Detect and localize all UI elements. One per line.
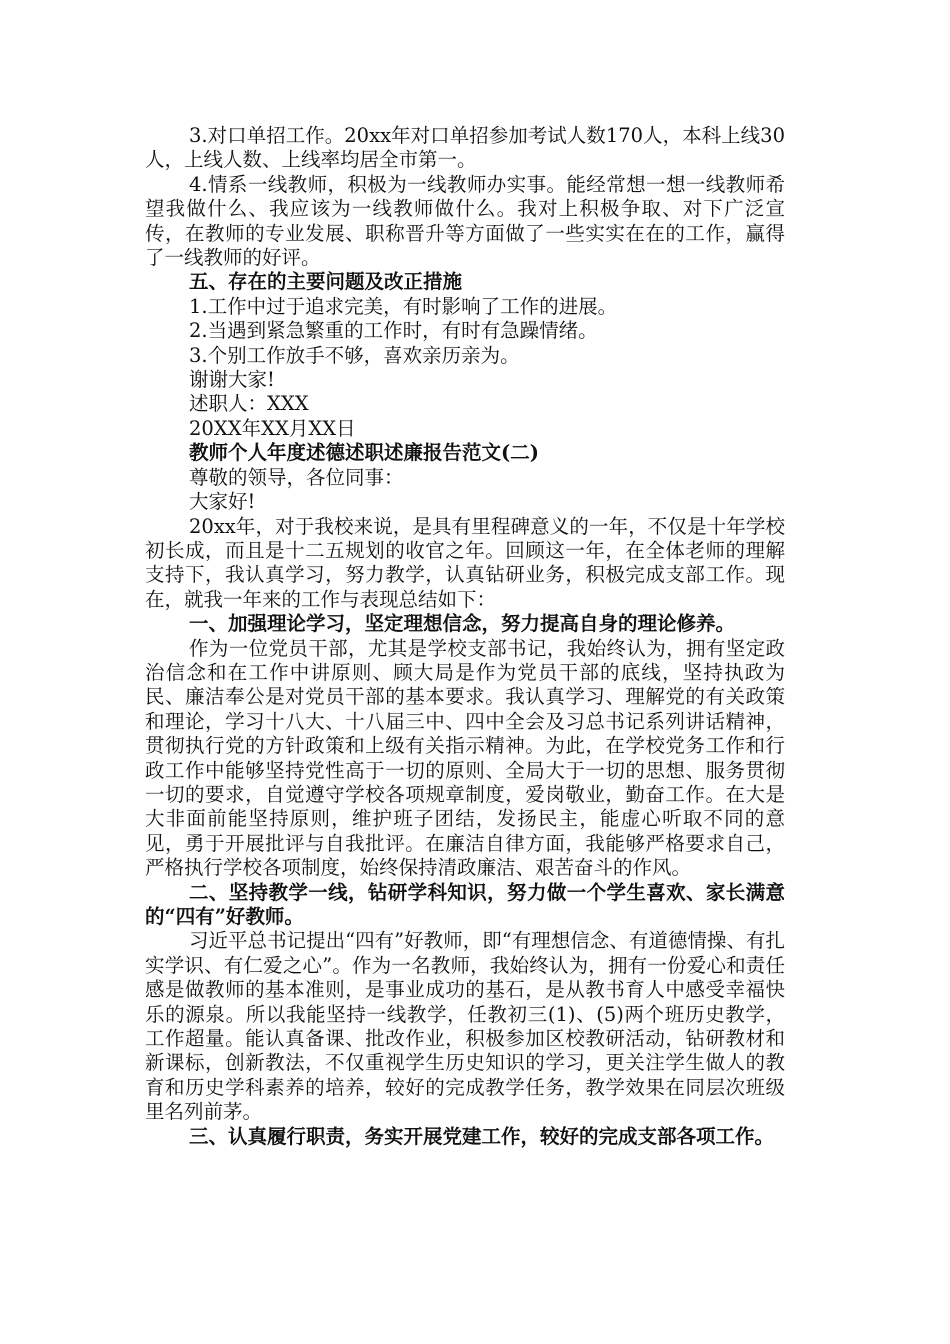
paragraph-reporter: 述职人：XXX bbox=[189, 392, 309, 416]
paragraph-problem-1: 1.工作中过于追求完美，有时影响了工作的进展。 bbox=[189, 294, 618, 318]
paragraph-single-recruit: 3.对口单招工作。20xx年对口单招参加考试人数170人，本科上线30人，上线人数、上线率均居全市第一。 bbox=[145, 124, 785, 172]
document-page bbox=[145, 124, 785, 1149]
paragraph-theory-study: 作为一位党员干部，尤其是学校支部书记，我始终认为，拥有坚定政治信念和在工作中讲原则、顾大局是作为党员干部的底线，坚持执政为民、廉洁奉公是对党员干部的基本要求。我认真学习、理解党的有关政策和理论，学习十八大、十八届三中、四中全会及习总书记系列讲话精神，贯彻执行党的方针政策和上级有关指示精神。为此，在学校党务工作和行政工作中能够坚持党性高于一切的原则、全局大于一切的思想、服务贯彻一切的要求，自觉遵守学校各项规章制度，爱岗敬业，勤奋工作。在大是大非面前能坚持原则，维护班子团结，发扬民主，能虚心听取不同的意见，勇于开展批评与自我批评。在廉洁自律方面，我能够严格要求自己，严格执行学校各项制度，始终保持清政廉洁、艰苦奋斗的作风。 bbox=[145, 636, 785, 880]
heading-theory-study: 一、加强理论学习，坚定理想信念，努力提高自身的理论修养。 bbox=[189, 612, 736, 636]
paragraph-problem-3: 3.个别工作放手不够，喜欢亲历亲为。 bbox=[189, 343, 520, 367]
paragraph-salutation: 尊敬的领导，各位同事： bbox=[189, 465, 404, 489]
paragraph-thanks: 谢谢大家! bbox=[189, 368, 275, 392]
paragraph-frontline-teachers: 4.情系一线教师，积极为一线教师办实事。能经常想一想一线教师希望我做什么、我应该为一线教师做什么。我对上积极争取、对下广泛宣传，在教师的专业发展、职称晋升等方面做了一些实实在在的工作，赢得了一线教师的好评。 bbox=[145, 172, 785, 270]
paragraph-greeting: 大家好! bbox=[189, 490, 256, 514]
heading-party-work: 三、认真履行职责，务实开展党建工作，较好的完成支部各项工作。 bbox=[189, 1124, 775, 1148]
paragraph-intro: 20xx年，对于我校来说，是具有里程碑意义的一年，不仅是十年学校初长成，而且是十二五规划的收官之年。回顾这一年，在全体老师的理解支持下，我认真学习，努力教学，认真钻研业务，积极完成支部工作。现在，就我一年来的工作与表现总结如下： bbox=[145, 514, 785, 611]
paragraph-problem-2: 2.当遇到紧急繁重的工作时，有时有急躁情绪。 bbox=[189, 319, 598, 343]
section-title-2: 教师个人年度述德述职述廉报告范文(二) bbox=[189, 441, 539, 465]
paragraph-date: 20XX年XX月XX日 bbox=[189, 416, 356, 440]
heading-teaching: 二、坚持教学一线，钻研学科知识，努力做一个学生喜欢、家长满意的“四有”好教师。 bbox=[145, 880, 785, 928]
paragraph-teaching: 习近平总书记提出“四有”好教师，即“有理想信念、有道德情操、有扎实学识、有仁爱之心”。作为一名教师，我始终认为，拥有一份爱心和责任感是做教师的基本准则，是事业成功的基石，是从教书育人中感受幸福快乐的源泉。所以我能坚持一线教学，任教初三(1)、(5)两个班历史教学，工作超量。能认真备课、批改作业，积极参加区校教研活动，钻研教材和新课标，创新教法，不仅重视学生历史知识的学习，更关注学生做人的教育和历史学科素养的培养，较好的完成教学任务，教学效果在同层次班级里名列前茅。 bbox=[145, 929, 785, 1124]
heading-problems: 五、存在的主要问题及改正措施 bbox=[189, 270, 463, 294]
